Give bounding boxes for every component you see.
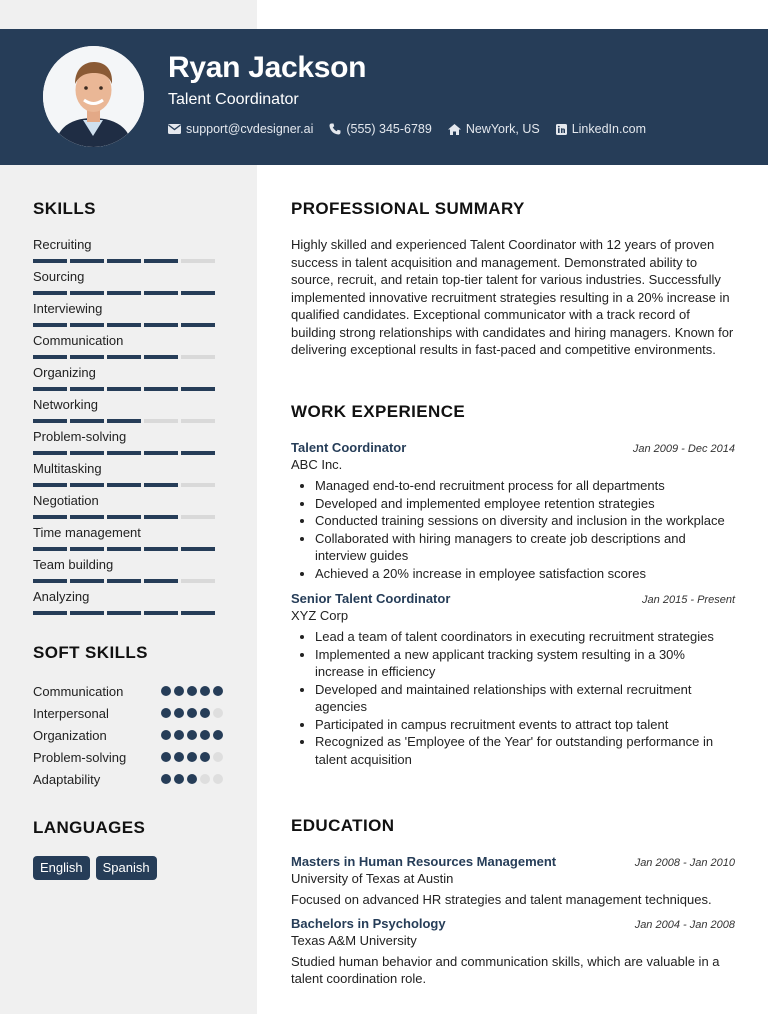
phone-icon [329,123,341,135]
education-dates: Jan 2008 - Jan 2010 [634,857,735,869]
soft-skill-rating [161,752,223,762]
soft-skill-item [33,702,223,724]
education-section [291,816,735,988]
languages-heading: LANGUAGES [33,818,146,837]
rating-dot [174,686,184,696]
skill-level-segment [181,323,215,327]
soft-skill-name: Interpersonal [33,705,109,721]
job-company: ABC Inc. [291,457,343,472]
skills-heading: SKILLS [33,199,96,218]
education-description: Focused on advanced HR strategies and talent management techniques. [291,892,712,907]
soft-skills-heading: SOFT SKILLS [33,643,148,662]
job-bullets [291,477,735,582]
skill-level-segment [33,355,67,359]
skill-level-segment [181,419,215,423]
skill-level-segment [70,259,104,263]
education-dates: Jan 2004 - Jan 2008 [634,918,735,931]
skill-level-bar [33,355,215,359]
skill-level-bar [33,323,215,327]
skill-name: Team building [33,557,114,572]
skill-level-segment [144,547,178,551]
job-bullet: • Lead a team of talent coordinators in executing recruitment strategies [315,628,735,646]
skill-name: Sourcing [33,269,85,284]
education-description: Studied human behavior and communication skills, which are valuable in a talent coordination role. [291,953,720,986]
skill-level-segment [33,451,67,455]
soft-skill-item [33,746,223,768]
skill-level-segment [107,547,141,551]
contact-linkedin-text: LinkedIn.com [571,122,647,136]
skill-level-bar [33,547,215,551]
rating-dot [200,708,210,718]
skill-level-segment [70,483,104,487]
rating-dot [213,686,223,696]
skill-level-segment [181,387,215,391]
skill-name: Analyzing [33,589,90,604]
rating-dot [187,686,197,696]
rating-dot [174,708,184,718]
skill-level-segment [33,323,67,327]
skill-level-bar [33,419,215,423]
skill-name: Recruiting [33,237,92,252]
skill-level-segment [107,259,141,263]
skill-level-segment [144,387,178,391]
skill-level-segment [33,611,67,615]
skill-level-bar [33,515,215,519]
soft-skills-section [33,643,223,790]
contact-email[interactable] [168,122,313,136]
skill-level-segment [181,515,215,519]
skill-level-segment [70,323,104,327]
soft-skill-item [33,724,223,746]
rating-dot [161,686,171,696]
skill-name: Networking [33,397,99,412]
contact-phone[interactable] [329,122,431,136]
skills-section [33,199,223,621]
skill-item [33,301,223,333]
skill-item [33,333,223,365]
skill-item [33,429,223,461]
resume-header [0,29,768,165]
rating-dot [187,774,197,784]
skill-level-segment [70,547,104,551]
job-bullets [291,628,735,768]
rating-dot [174,774,184,784]
soft-skill-item [33,768,223,790]
skill-item [33,461,223,493]
skill-level-bar [33,483,215,487]
skill-level-segment [144,579,178,583]
skill-level-segment [70,579,104,583]
soft-skill-rating [161,686,223,696]
linkedin-icon [556,124,567,135]
rating-dot [200,752,210,762]
school-name: University of Texas at Austin [291,871,454,886]
job-bullet: • Collaborated with hiring managers to create job descriptions and interview guides [315,530,735,565]
skill-level-segment [70,451,104,455]
soft-skill-item [33,680,223,702]
rating-dot [213,752,223,762]
skill-level-segment [70,355,104,359]
rating-dot [213,774,223,784]
skill-item [33,237,223,269]
summary-section [291,199,735,359]
languages-section [33,818,223,880]
skill-level-segment [107,291,141,295]
skill-item [33,557,223,589]
job-entry [291,440,735,582]
skills-list [33,237,223,621]
languages-list [33,856,223,880]
summary-text: Highly skilled and experienced Talent Coordinator with 12 years of proven success in talent acquisition and management. Demonstrated ability to source, recruit, and retain top-tier talent for various industries. Successfully implemented innovative recruitment strategies resulting in a 20% increase in qualified candidates. Exceptional communicator with a track record of building strong relationships with candidates and hiring managers. Known for delivering exceptional results in fast-paced and competitive environments. [291,237,734,357]
skill-level-segment [33,547,67,551]
skill-level-bar [33,291,215,295]
skill-level-segment [107,611,141,615]
skill-level-segment [33,419,67,423]
skill-level-segment [144,515,178,519]
rating-dot [200,686,210,696]
skill-level-segment [144,355,178,359]
job-title: Senior Talent Coordinator [291,591,451,606]
language-tag: English [33,856,90,880]
skill-item [33,493,223,525]
contact-location[interactable] [448,122,540,136]
skill-level-segment [181,355,215,359]
job-bullet: • Recognized as 'Employee of the Year' for outstanding performance in talent acquisition [315,733,735,768]
skill-level-segment [107,419,141,423]
contact-email-text: support@cvdesigner.ai [186,122,314,136]
rating-dot [200,774,210,784]
job-entry [291,591,735,768]
skill-level-segment [181,579,215,583]
skill-item [33,365,223,397]
education-entry [291,854,735,909]
skill-level-segment [107,579,141,583]
skill-level-segment [107,451,141,455]
skill-name: Interviewing [33,301,103,316]
skill-level-segment [181,451,215,455]
skill-level-bar [33,259,215,263]
skill-level-segment [144,323,178,327]
skill-level-segment [144,483,178,487]
skill-level-segment [107,355,141,359]
rating-dot [174,752,184,762]
job-dates: Jan 2015 - Present [642,594,735,606]
rating-dot [213,708,223,718]
skill-level-bar [33,451,215,455]
skill-level-segment [144,451,178,455]
skill-name: Time management [33,525,141,540]
candidate-title: Talent Coordinator [168,91,299,108]
skill-item [33,397,223,429]
profile-photo [43,46,144,147]
degree-title: Bachelors in Psychology [291,915,446,931]
soft-skill-rating [161,708,223,718]
rating-dot [200,730,210,740]
contact-linkedin[interactable] [556,122,646,136]
skill-level-segment [70,419,104,423]
rating-dot [187,752,197,762]
skill-level-segment [33,259,67,263]
summary-heading: PROFESSIONAL SUMMARY [291,199,525,218]
skill-item [33,589,223,621]
soft-skill-name: Problem-solving [33,749,127,765]
skill-name: Organizing [33,365,96,380]
education-heading: EDUCATION [291,816,395,835]
skill-level-segment [70,291,104,295]
skill-level-segment [144,259,178,263]
skill-level-segment [107,387,141,391]
skill-level-segment [107,323,141,327]
soft-skill-name: Communication [33,683,124,699]
rating-dot [161,752,171,762]
language-tag: Spanish [96,856,157,880]
job-bullet: • Developed and implemented employee retention strategies [315,495,735,513]
skill-level-segment [144,611,178,615]
contact-list [168,122,646,136]
skill-level-segment [33,515,67,519]
skill-item [33,269,223,301]
job-company: XYZ Corp [291,608,349,623]
rating-dot [213,730,223,740]
skill-level-bar [33,387,215,391]
skill-level-segment [107,515,141,519]
contact-location-text: NewYork, US [465,122,540,136]
job-bullet: • Achieved a 20% increase in employee satisfaction scores [315,565,735,583]
experience-section [291,402,735,768]
skill-level-segment [33,579,67,583]
envelope-icon [168,124,181,134]
soft-skills-list [33,680,223,790]
soft-skill-rating [161,730,223,740]
rating-dot [187,730,197,740]
degree-title: Masters in Human Resources Management [291,854,557,869]
candidate-name: Ryan Jackson [168,51,367,84]
skill-level-bar [33,579,215,583]
job-title: Talent Coordinator [291,440,407,455]
rating-dot [161,730,171,740]
skill-level-segment [33,291,67,295]
skill-level-segment [70,387,104,391]
job-bullet: • Participated in campus recruitment events to attract top talent [315,716,735,734]
skill-level-segment [181,259,215,263]
rating-dot [187,708,197,718]
skill-level-segment [181,483,215,487]
skill-item [33,525,223,557]
rating-dot [161,774,171,784]
skill-name: Multitasking [33,461,102,476]
soft-skill-rating [161,774,223,784]
skill-level-segment [181,547,215,551]
soft-skill-name: Organization [33,727,107,743]
school-name: Texas A&M University [291,932,417,948]
job-bullet: • Conducted training sessions on diversity and inclusion in the workplace [315,512,735,530]
skill-level-segment [107,483,141,487]
skill-level-segment [144,419,178,423]
skill-level-segment [144,291,178,295]
job-bullet: • Managed end-to-end recruitment process for all departments [315,477,735,495]
skill-level-segment [70,611,104,615]
soft-skill-name: Adaptability [33,771,101,787]
experience-heading: WORK EXPERIENCE [291,402,466,421]
skill-level-bar [33,611,215,615]
skill-name: Negotiation [33,493,99,508]
skill-level-segment [181,611,215,615]
skill-level-segment [70,515,104,519]
skill-name: Problem-solving [33,429,127,444]
rating-dot [174,730,184,740]
job-bullet: • Developed and maintained relationships with external recruitment agencies [315,681,735,716]
job-dates: Jan 2009 - Dec 2014 [632,443,735,455]
skill-name: Communication [33,333,124,348]
rating-dot [161,708,171,718]
job-bullet: • Implemented a new applicant tracking system resulting in a 30% increase in efficiency [315,646,735,681]
skill-level-segment [181,291,215,295]
education-entry [291,916,735,988]
contact-phone-text: (555) 345-6789 [346,122,432,136]
home-icon [448,124,461,135]
skill-level-segment [33,483,67,487]
skill-level-segment [33,387,67,391]
